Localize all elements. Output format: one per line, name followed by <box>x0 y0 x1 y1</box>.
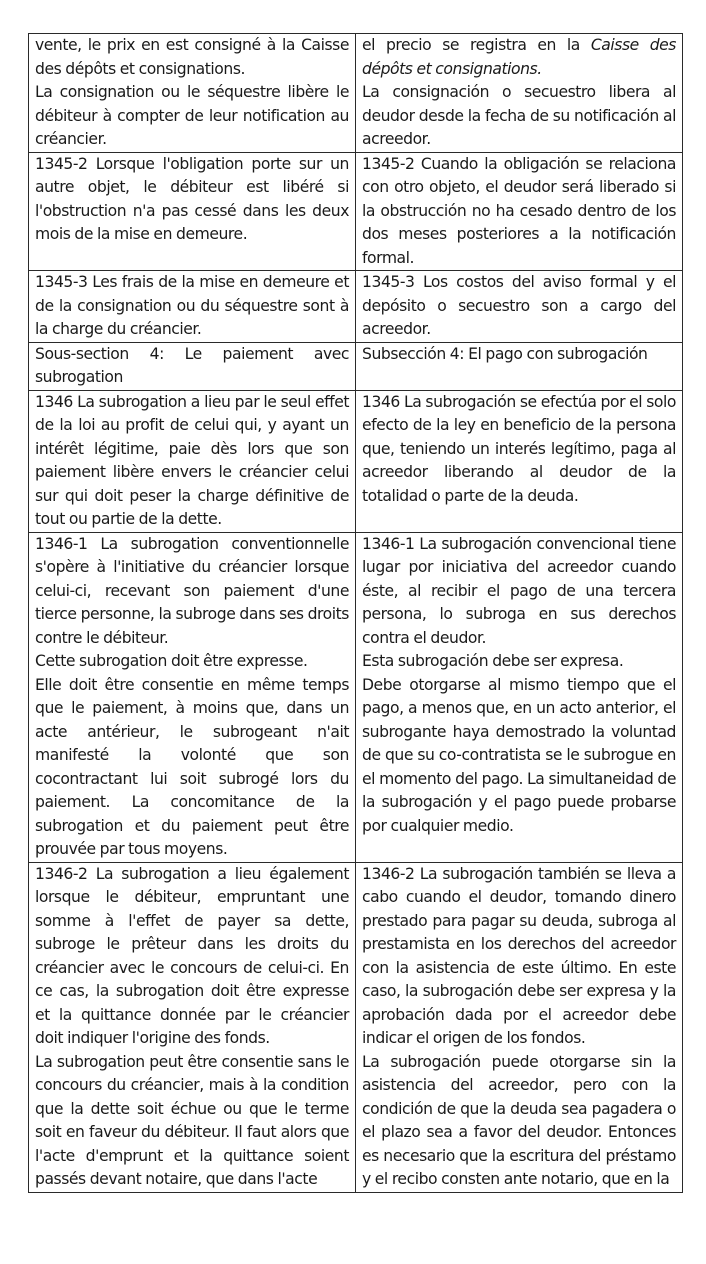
spanish-text: el precio se registra en la <box>362 36 591 54</box>
spanish-paragraph: 1346 La subrogación se efectúa por el solo efecto de la ley en beneficio de la persona que, teniendo un interés legítimo, paga al acreedor liberando al deudor de la totalidad o parte de la deuda. <box>362 392 676 505</box>
french-cell <box>29 342 356 390</box>
spanish-cell <box>356 152 683 271</box>
document-page <box>28 33 682 1193</box>
french-paragraph: Elle doit être consentie en même temps que le paiement, à moins que, dans un acte antérieur, le subrogeant n'ait manifesté la volonté que son cocontractant lui soit subrogé lors du paiement. La concomitance de la subrogation et du paiement peut être prouvée par tous moyens. <box>35 675 349 858</box>
spanish-cell <box>356 271 683 343</box>
french-paragraph: 1345-3 Les frais de la mise en demeure et de la consignation ou du séquestre sont à la charge du créancier. <box>35 273 349 338</box>
french-paragraph: 1346-1 La subrogation conventionnelle s'opère à l'initiative du créancier lorsque celui-ci, recevant son paiement d'une tierce personne, la subroge dans ses droits contre le débiteur. <box>35 534 349 647</box>
bilingual-translation-table <box>28 33 683 1193</box>
french-cell <box>29 390 356 532</box>
spanish-paragraph: La consignación o secuestro libera al deudor desde la fecha de su notificación al acreedor. <box>362 83 676 148</box>
french-cell <box>29 152 356 271</box>
spanish-italic-text: Caisse des dépôts et consignations. <box>362 36 676 78</box>
spanish-cell <box>356 532 683 862</box>
french-paragraph: 1346-2 La subrogation a lieu également lorsque le débiteur, empruntant une somme à l'effet de payer sa dette, subroge le prêteur dans les droits du créancier avec le concours de celui-ci. En ce cas, la subrogation doit être expresse et la quittance donnée par le créancier doit indiquer l'origine des fonds. <box>35 864 349 1047</box>
table-row <box>29 532 683 862</box>
spanish-paragraph <box>362 34 676 81</box>
table-row <box>29 271 683 343</box>
table-row <box>29 862 683 1192</box>
spanish-paragraph: 1346-2 La subrogación también se lleva a cabo cuando el deudor, tomando dinero prestado para pagar su deuda, subroga al prestamista en los derechos del acreedor con la asistencia de este último. En este caso, la subrogación debe ser expresa y la aprobación dada por el acreedor debe indicar el origen de los fondos. <box>362 864 676 1047</box>
spanish-paragraph: 1345-2 Cuando la obligación se relaciona con otro objeto, el deudor será liberado si la obstrucción no ha cesado dentro de los dos meses posteriores a la notificación formal. <box>362 154 676 267</box>
french-paragraph: vente, le prix en est consigné à la Caisse des dépôts et consignations. <box>35 36 349 78</box>
spanish-cell <box>356 390 683 532</box>
french-section-heading: Sous-section 4: Le paiement avec subrogation <box>35 344 349 386</box>
french-cell <box>29 862 356 1192</box>
spanish-section-heading: Subsección 4: El pago con subrogación <box>362 344 648 363</box>
table-row <box>29 390 683 532</box>
table-row <box>29 34 683 153</box>
spanish-paragraph: Esta subrogación debe ser expresa. <box>362 652 624 670</box>
table-row <box>29 342 683 390</box>
spanish-paragraph: 1345-3 Los costos del aviso formal y el depósito o secuestro son a cargo del acreedor. <box>362 273 676 338</box>
french-cell <box>29 532 356 862</box>
spanish-paragraph: La subrogación puede otorgarse sin la asistencia del acreedor, pero con la condición de que la deuda sea pagadera o el plazo sea a favor del deudor. Entonces es necesario que la escritura del préstamo y el recibo consten ante notario, que en la <box>362 1052 676 1188</box>
spanish-paragraph: 1346-1 La subrogación convencional tiene lugar por iniciativa del acreedor cuando éste, al recibir el pago de una tercera persona, lo subroga en sus derechos contra el deudor. <box>362 534 676 647</box>
french-paragraph: La subrogation peut être consentie sans le concours du créancier, mais à la condition que la dette soit échue ou que le terme soit en faveur du débiteur. Il faut alors que l'acte d'emprunt et la quittance soient passés devant notaire, que dans l'acte <box>35 1052 349 1188</box>
french-paragraph: 1346 La subrogation a lieu par le seul effet de la loi au profit de celui qui, y ayant un intérêt légitime, paie dès lors que son paiement libère envers le créancier celui sur qui doit peser la charge définitive de tout ou partie de la dette. <box>35 392 349 528</box>
spanish-paragraph: Debe otorgarse al mismo tiempo que el pago, a menos que, en un acto anterior, el subrogante haya demostrado la voluntad de que su co-contratista se le subrogue en el momento del pago. La simultaneidad de la subrogación y el pago puede probarse por cualquier medio. <box>362 675 676 835</box>
french-cell <box>29 271 356 343</box>
table-row <box>29 152 683 271</box>
spanish-cell <box>356 34 683 153</box>
spanish-cell <box>356 342 683 390</box>
french-paragraph: Cette subrogation doit être expresse. <box>35 652 308 670</box>
spanish-cell <box>356 862 683 1192</box>
french-paragraph: La consignation ou le séquestre libère le débiteur à compter de leur notification au créancier. <box>35 83 349 148</box>
french-cell <box>29 34 356 153</box>
french-paragraph: 1345-2 Lorsque l'obligation porte sur un autre objet, le débiteur est libéré si l'obstruction n'a pas cessé dans les deux mois de la mise en demeure. <box>35 154 349 243</box>
